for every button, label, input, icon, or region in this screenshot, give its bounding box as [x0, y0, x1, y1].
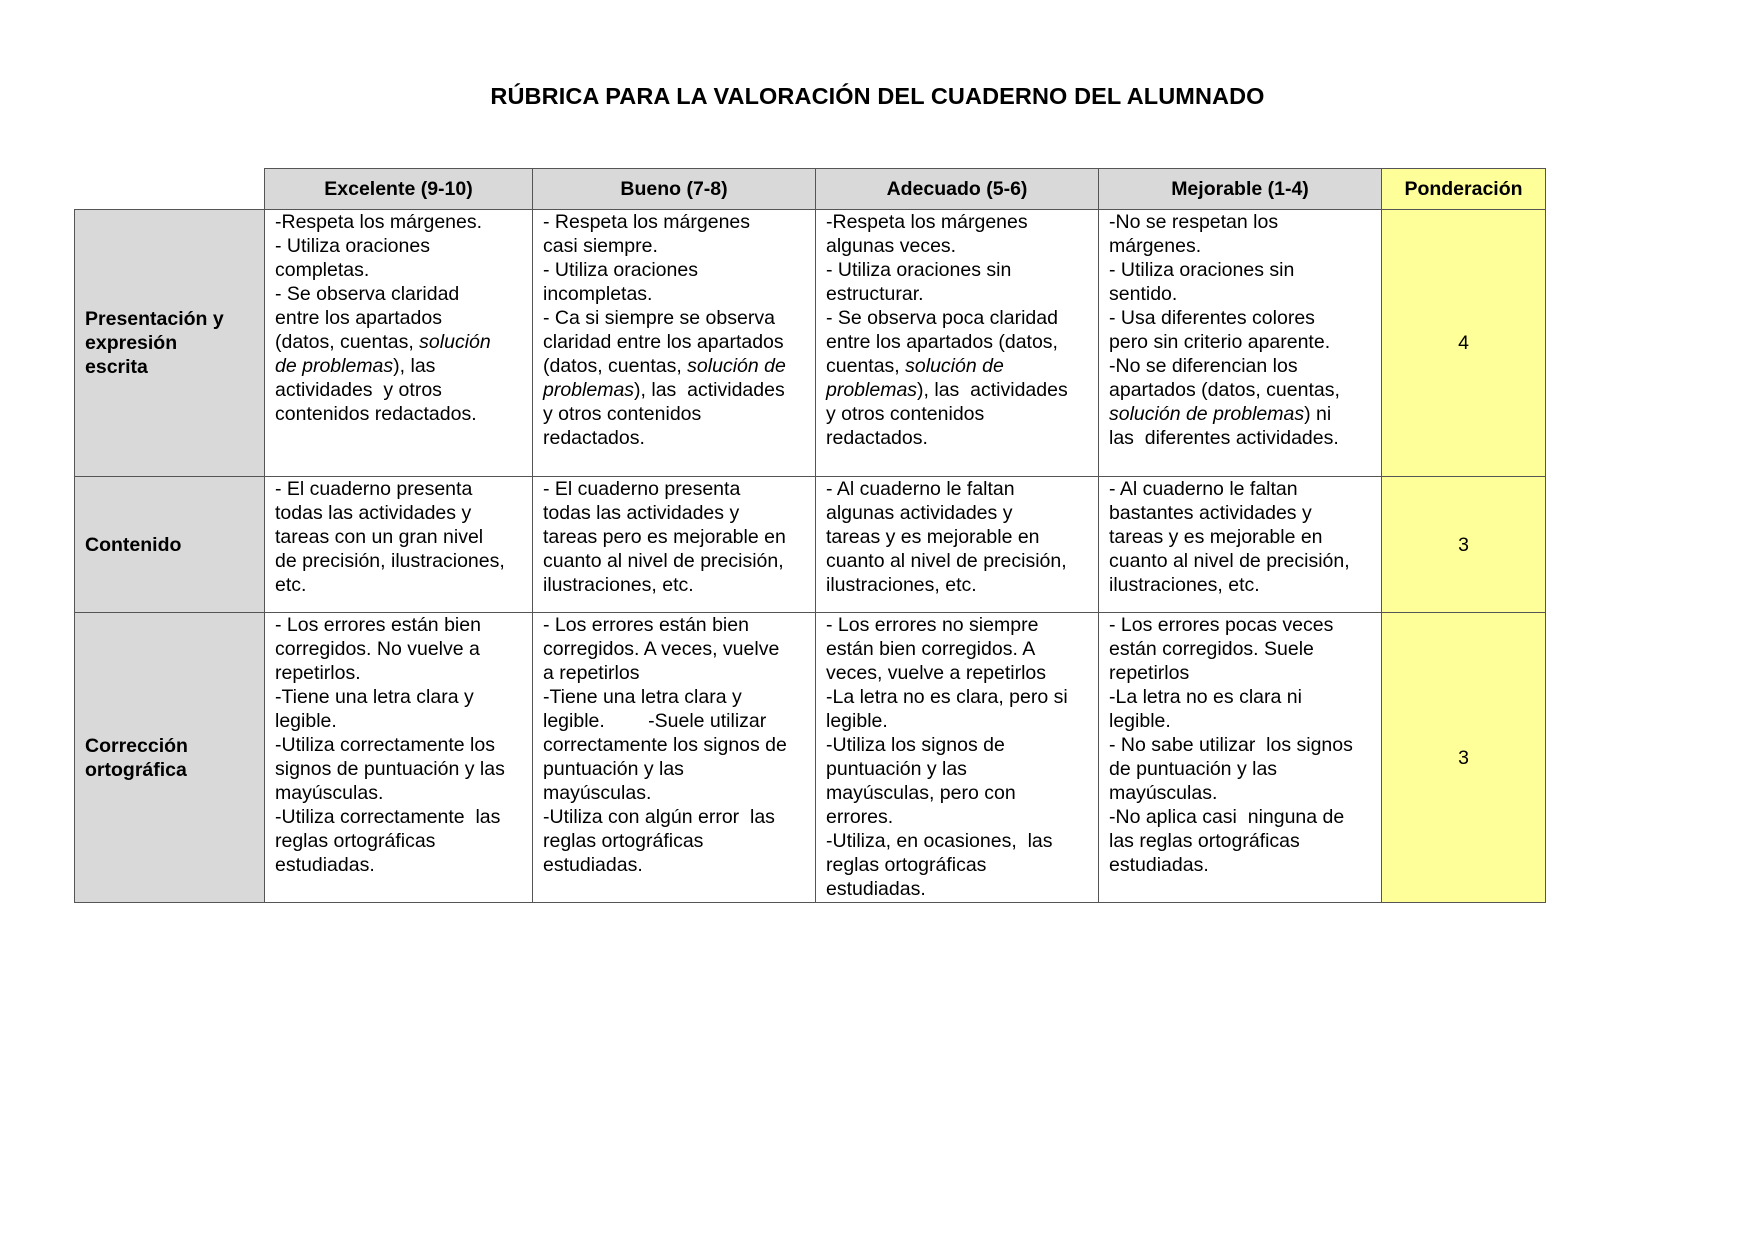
criterion-correccion	[75, 613, 265, 903]
text-line	[543, 661, 807, 685]
text-segment: - Utiliza oraciones	[275, 235, 430, 257]
text-segment: y otros contenidos	[826, 403, 985, 425]
text-segment: -Utiliza, en ocasiones, las	[826, 830, 1053, 852]
text-segment: completas.	[275, 259, 370, 281]
text-line	[543, 709, 807, 733]
text-line	[1109, 613, 1373, 637]
column-header-excelente: Excelente (9-10)	[265, 169, 533, 210]
text-line	[1109, 549, 1373, 573]
text-line	[543, 549, 807, 573]
text-line	[1109, 805, 1373, 829]
text-segment: algunas actividades y	[826, 502, 1013, 524]
cell-correccion-adecuado	[816, 613, 1099, 903]
text-segment: cuentas,	[826, 355, 906, 377]
text-segment: -No se respetan los	[1109, 211, 1279, 233]
text-segment: legible.	[1109, 710, 1171, 732]
cell-presentacion-mejorable	[1099, 210, 1382, 477]
text-segment: - Usa diferentes colores	[1109, 307, 1315, 329]
text-line	[275, 757, 524, 781]
text-line	[826, 354, 1090, 378]
text-line	[1109, 282, 1373, 306]
text-line	[1109, 210, 1373, 234]
text-segment: - Utiliza oraciones sin	[826, 259, 1012, 281]
text-segment: cuanto al nivel de precisión,	[1109, 550, 1350, 572]
text-line	[275, 661, 524, 685]
text-line	[1109, 709, 1373, 733]
text-segment: mayúsculas.	[543, 782, 652, 804]
text-line	[543, 573, 807, 597]
row-contenido	[75, 477, 1546, 613]
text-line	[275, 853, 524, 877]
text-segment: (datos, cuentas,	[543, 355, 688, 377]
cell-contenido-excelente	[265, 477, 533, 613]
text-segment: -La letra no es clara, pero si	[826, 686, 1068, 708]
text-segment: actividades y otros	[275, 379, 442, 401]
text-segment: ) ni	[1304, 403, 1332, 425]
text-line: expresión	[85, 332, 178, 354]
text-line	[275, 402, 524, 426]
text-segment: claridad entre los apartados	[543, 331, 784, 353]
text-line: Contenido	[85, 533, 182, 556]
text-segment: legible. -Suele utilizar	[543, 710, 767, 732]
text-line	[543, 330, 807, 354]
text-segment: tareas y es mejorable en	[1109, 526, 1323, 548]
cell-presentacion-adecuado	[816, 210, 1099, 477]
text-segment: -Utiliza correctamente los	[275, 734, 495, 756]
text-segment: pero sin criterio aparente.	[1109, 331, 1331, 353]
text-line	[543, 781, 807, 805]
text-line	[1109, 354, 1373, 378]
text-line	[275, 549, 524, 573]
text-line: Corrección	[85, 734, 188, 757]
text-segment: mayúsculas.	[1109, 782, 1218, 804]
text-segment: márgenes.	[1109, 235, 1202, 257]
text-segment: entre los apartados (datos,	[826, 331, 1058, 353]
text-segment: -Respeta los márgenes.	[275, 211, 483, 233]
text-line	[275, 573, 524, 597]
text-segment: puntuación y las	[826, 758, 967, 780]
text-line	[543, 829, 807, 853]
text-line	[275, 709, 524, 733]
text-line	[1109, 781, 1373, 805]
document-title: RÚBRICA PARA LA VALORACIÓN DEL CUADERNO DEL ALUMNADO	[490, 83, 1265, 109]
italic-text: de problemas	[275, 355, 394, 377]
text-line	[826, 613, 1090, 637]
cell-presentacion-excelente	[265, 210, 533, 477]
italic-text: problemas	[543, 379, 635, 401]
text-line	[543, 757, 807, 781]
italic-text: solución	[419, 331, 491, 353]
text-line	[826, 805, 1090, 829]
text-segment: están corregidos. Suele	[1109, 638, 1314, 660]
text-segment: -No se diferencian los	[1109, 355, 1298, 377]
text-segment: signos de puntuación y las	[275, 758, 505, 780]
text-segment: - Al cuaderno le faltan	[826, 478, 1015, 500]
row-correccion	[75, 613, 1546, 903]
text-segment: estructurar.	[826, 283, 924, 305]
text-segment: - Utiliza oraciones sin	[1109, 259, 1295, 281]
text-line	[826, 637, 1090, 661]
text-segment: ), las actividades	[634, 379, 785, 401]
text-segment: -Tiene una letra clara y	[543, 686, 742, 708]
text-line	[826, 210, 1090, 234]
column-header-adecuado: Adecuado (5-6)	[816, 169, 1099, 210]
text-line	[275, 378, 524, 402]
text-segment: ilustraciones, etc.	[1109, 574, 1260, 596]
cell-correccion-mejorable	[1099, 613, 1382, 903]
text-segment: tareas y es mejorable en	[826, 526, 1040, 548]
text-line	[1109, 426, 1373, 450]
cell-contenido-mejorable	[1099, 477, 1382, 613]
header-row	[75, 169, 1546, 210]
text-line	[275, 829, 524, 853]
text-line	[543, 258, 807, 282]
text-segment: - Ca si siempre se observa	[543, 307, 775, 329]
text-segment: estudiadas.	[826, 878, 926, 900]
text-line	[543, 613, 807, 637]
text-segment: correctamente los signos de	[543, 734, 787, 756]
criterion-presentacion	[75, 210, 265, 477]
text-line	[1109, 306, 1373, 330]
text-line	[275, 330, 524, 354]
text-segment: -La letra no es clara ni	[1109, 686, 1302, 708]
text-segment: - Los errores no siempre	[826, 614, 1039, 636]
text-line	[543, 378, 807, 402]
text-segment: corregidos. A veces, vuelve	[543, 638, 780, 660]
text-line	[826, 829, 1090, 853]
text-line	[275, 282, 524, 306]
text-segment: estudiadas.	[543, 854, 643, 876]
text-line	[543, 426, 807, 450]
text-segment: mayúsculas, pero con	[826, 782, 1016, 804]
text-segment: redactados.	[826, 427, 928, 449]
text-segment: tareas pero es mejorable en	[543, 526, 786, 548]
text-line	[543, 733, 807, 757]
text-segment: - Se observa poca claridad	[826, 307, 1058, 329]
text-line	[826, 853, 1090, 877]
text-line	[826, 306, 1090, 330]
text-line	[826, 234, 1090, 258]
text-segment: estudiadas.	[1109, 854, 1209, 876]
text-segment: de puntuación y las	[1109, 758, 1278, 780]
cell-contenido-adecuado	[816, 477, 1099, 613]
text-line	[826, 378, 1090, 402]
text-segment: - Los errores pocas veces	[1109, 614, 1334, 636]
text-line	[826, 733, 1090, 757]
text-segment: - Respeta los márgenes	[543, 211, 751, 233]
text-line	[826, 709, 1090, 733]
text-segment: -No aplica casi ninguna de	[1109, 806, 1345, 828]
text-line	[543, 234, 807, 258]
text-segment: - Al cuaderno le faltan	[1109, 478, 1298, 500]
text-line	[826, 549, 1090, 573]
cell-presentacion-bueno	[533, 210, 816, 477]
text-line	[1109, 757, 1373, 781]
text-line	[1109, 501, 1373, 525]
italic-text: solución de problemas	[1109, 403, 1305, 425]
text-line	[1109, 330, 1373, 354]
text-line	[275, 477, 524, 501]
cell-correccion-excelente	[265, 613, 533, 903]
text-segment: - No sabe utilizar los signos	[1109, 734, 1353, 756]
text-segment: -Utiliza con algún error las	[543, 806, 775, 828]
text-line	[1109, 853, 1373, 877]
text-line: escrita	[85, 356, 148, 378]
text-line	[275, 685, 524, 709]
text-segment: - El cuaderno presenta	[543, 478, 741, 500]
text-segment: cuanto al nivel de precisión,	[543, 550, 784, 572]
italic-text: problemas	[826, 379, 918, 401]
text-segment: ), las	[393, 355, 436, 377]
text-segment: reglas ortográficas	[275, 830, 436, 852]
text-line	[1109, 733, 1373, 757]
text-segment: apartados (datos, cuentas,	[1109, 379, 1340, 401]
text-segment: ilustraciones, etc.	[826, 574, 977, 596]
text-line	[1109, 661, 1373, 685]
text-segment: tareas con un gran nivel	[275, 526, 484, 548]
text-line	[543, 685, 807, 709]
text-segment: todas las actividades y	[275, 502, 472, 524]
text-segment: están bien corregidos. A	[826, 638, 1036, 660]
text-line	[275, 733, 524, 757]
italic-text: solución de	[905, 355, 1004, 377]
text-segment: cuanto al nivel de precisión,	[826, 550, 1067, 572]
text-segment: veces, vuelve a repetirlos	[826, 662, 1047, 684]
weight-contenido: 3	[1382, 477, 1546, 613]
text-segment: errores.	[826, 806, 894, 828]
text-line	[275, 258, 524, 282]
text-line	[275, 210, 524, 234]
text-line	[543, 210, 807, 234]
text-segment: repetirlos	[1109, 662, 1190, 684]
text-line	[543, 477, 807, 501]
text-segment: (datos, cuentas,	[275, 331, 420, 353]
text-line	[275, 525, 524, 549]
text-line	[275, 354, 524, 378]
text-segment: - El cuaderno presenta	[275, 478, 473, 500]
column-header-mejorable: Mejorable (1-4)	[1099, 169, 1382, 210]
text-line	[1109, 402, 1373, 426]
text-segment: - Los errores están bien	[275, 614, 481, 636]
text-segment: incompletas.	[543, 283, 653, 305]
criterion-contenido	[75, 477, 265, 613]
text-segment: corregidos. No vuelve a	[275, 638, 480, 660]
text-line	[275, 637, 524, 661]
text-segment: casi siempre.	[543, 235, 658, 257]
column-header-ponderacion: Ponderación	[1382, 169, 1546, 210]
text-segment: estudiadas.	[275, 854, 375, 876]
text-line: ortográfica	[85, 758, 187, 781]
text-segment: -Tiene una letra clara y	[275, 686, 474, 708]
cell-contenido-bueno	[533, 477, 816, 613]
text-segment: ), las actividades	[917, 379, 1068, 401]
text-line	[826, 402, 1090, 426]
text-line	[1109, 573, 1373, 597]
text-line	[543, 805, 807, 829]
text-segment: entre los apartados	[275, 307, 442, 329]
text-line	[826, 685, 1090, 709]
text-line	[275, 781, 524, 805]
text-segment: -Respeta los márgenes	[826, 211, 1028, 233]
text-segment: mayúsculas.	[275, 782, 384, 804]
text-segment: puntuación y las	[543, 758, 684, 780]
cell-correccion-bueno	[533, 613, 816, 903]
text-segment: -Utiliza correctamente las	[275, 806, 501, 828]
empty-corner-cell	[75, 169, 265, 210]
text-segment: - Los errores están bien	[543, 614, 749, 636]
text-segment: - Utiliza oraciones	[543, 259, 698, 281]
text-line: Presentación y	[85, 308, 224, 330]
text-segment: reglas ortográficas	[826, 854, 987, 876]
text-line	[826, 757, 1090, 781]
weight-correccion: 3	[1382, 613, 1546, 903]
text-line	[826, 501, 1090, 525]
text-line	[275, 501, 524, 525]
text-line	[826, 573, 1090, 597]
text-segment: etc.	[275, 574, 307, 596]
text-line	[543, 501, 807, 525]
text-segment: ilustraciones, etc.	[543, 574, 694, 596]
text-segment: legible.	[826, 710, 888, 732]
text-line	[275, 613, 524, 637]
text-line	[826, 877, 1090, 901]
text-segment: las reglas ortográficas	[1109, 830, 1300, 852]
text-line	[543, 306, 807, 330]
weight-presentacion: 4	[1382, 210, 1546, 477]
text-segment: redactados.	[543, 427, 645, 449]
text-line	[1109, 477, 1373, 501]
text-line	[275, 306, 524, 330]
text-line	[826, 426, 1090, 450]
text-line	[1109, 234, 1373, 258]
rubric-table	[74, 168, 1546, 903]
text-segment: reglas ortográficas	[543, 830, 704, 852]
text-line	[826, 258, 1090, 282]
text-segment: sentido.	[1109, 283, 1178, 305]
text-line	[543, 282, 807, 306]
text-segment: y otros contenidos	[543, 403, 702, 425]
text-line	[826, 781, 1090, 805]
text-line	[1109, 637, 1373, 661]
text-segment: todas las actividades y	[543, 502, 740, 524]
text-line	[1109, 829, 1373, 853]
text-line	[543, 402, 807, 426]
text-segment: algunas veces.	[826, 235, 957, 257]
text-line	[275, 805, 524, 829]
text-line	[826, 330, 1090, 354]
text-segment: legible.	[275, 710, 337, 732]
text-segment: contenidos redactados.	[275, 403, 477, 425]
text-line	[826, 525, 1090, 549]
text-line	[543, 853, 807, 877]
text-line	[275, 234, 524, 258]
text-segment: de precisión, ilustraciones,	[275, 550, 505, 572]
text-line	[1109, 685, 1373, 709]
text-segment: bastantes actividades y	[1109, 502, 1312, 524]
text-line	[1109, 378, 1373, 402]
text-line	[543, 525, 807, 549]
text-line	[826, 477, 1090, 501]
text-line	[1109, 525, 1373, 549]
text-segment: repetirlos.	[275, 662, 361, 684]
text-line	[1109, 258, 1373, 282]
text-segment: -Utiliza los signos de	[826, 734, 1005, 756]
text-line	[543, 354, 807, 378]
row-presentacion	[75, 210, 1546, 477]
text-segment: - Se observa claridad	[275, 283, 460, 305]
column-header-bueno: Bueno (7-8)	[533, 169, 816, 210]
italic-text: solución de	[687, 355, 786, 377]
text-line	[826, 661, 1090, 685]
text-segment: a repetirlos	[543, 662, 640, 684]
text-segment: las diferentes actividades.	[1109, 427, 1339, 449]
text-line	[826, 282, 1090, 306]
text-line	[543, 637, 807, 661]
